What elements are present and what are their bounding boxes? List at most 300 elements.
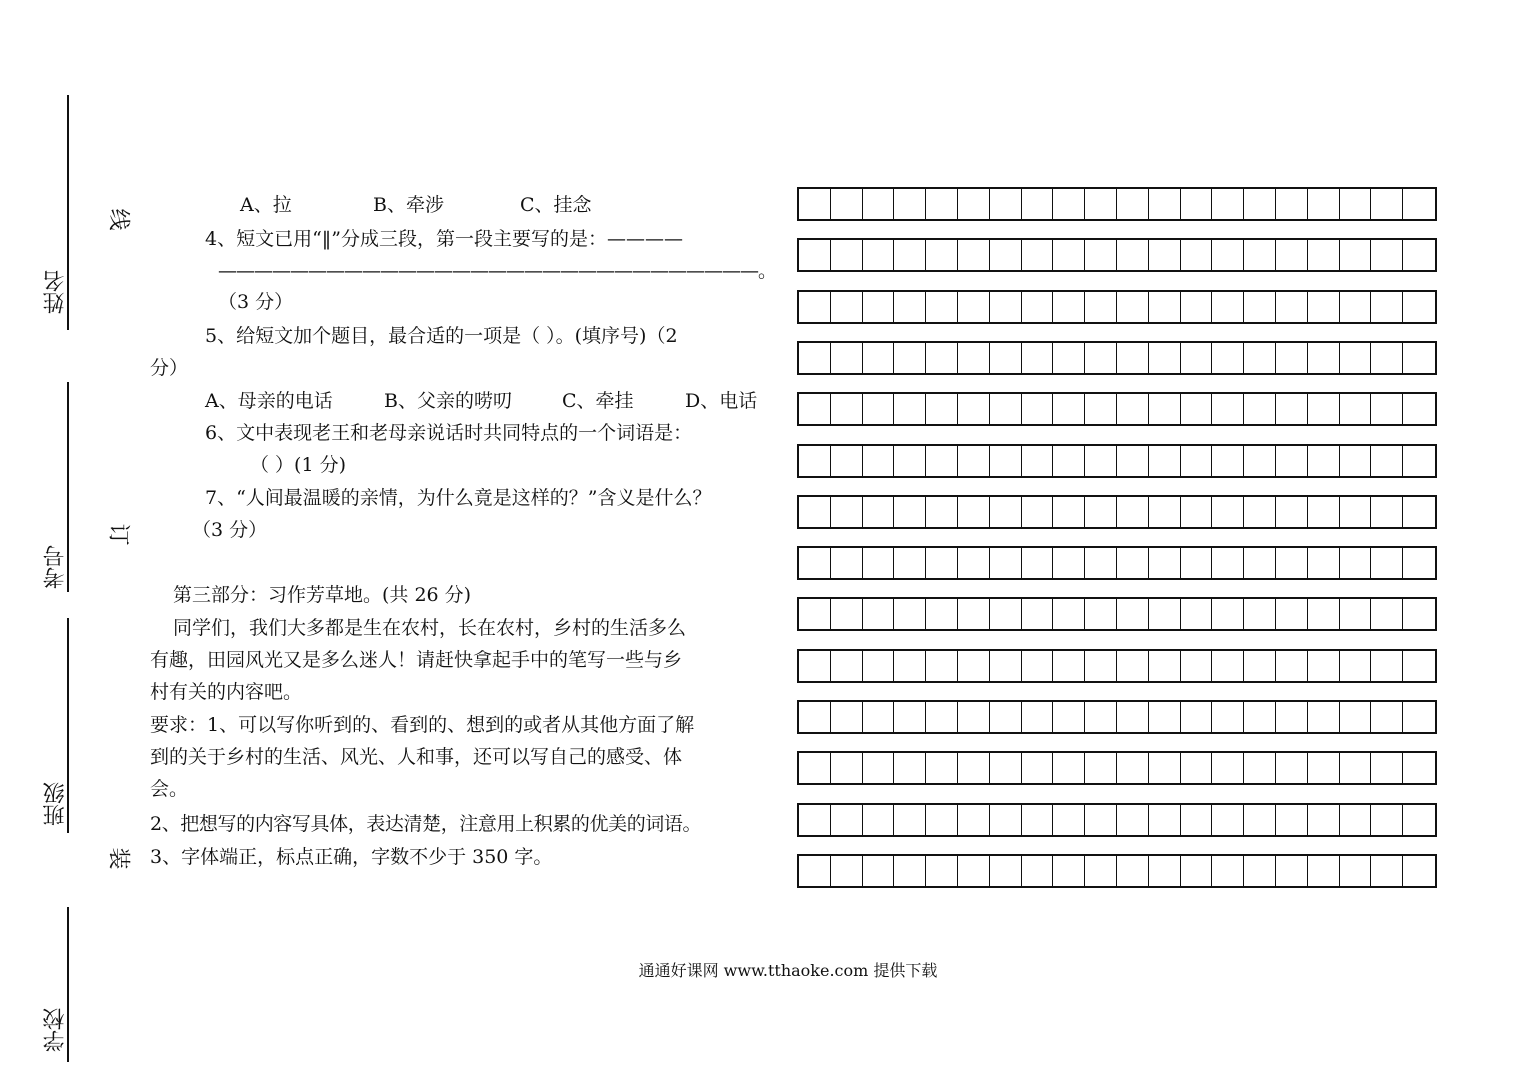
grid-cell — [926, 394, 958, 424]
grid-cell — [1340, 651, 1372, 681]
grid-cell — [863, 446, 895, 476]
grid-cell — [1149, 446, 1181, 476]
grid-cell — [1276, 189, 1308, 219]
grid-cell — [831, 702, 863, 732]
grid-cell — [1371, 343, 1403, 373]
grid-cell — [799, 651, 831, 681]
grid-cell — [1053, 805, 1085, 835]
grid-cell — [958, 292, 990, 322]
grid-cell — [990, 856, 1022, 886]
grid-cell — [1181, 856, 1213, 886]
grid-cell — [894, 856, 926, 886]
grid-cell — [926, 651, 958, 681]
grid-cell — [1403, 805, 1435, 835]
grid-cell — [831, 240, 863, 270]
grid-cell — [894, 651, 926, 681]
grid-cell — [1117, 548, 1149, 578]
grid-cell — [1085, 189, 1117, 219]
grid-cell — [1149, 599, 1181, 629]
grid-cell — [894, 753, 926, 783]
grid-cell — [1085, 805, 1117, 835]
grid-cell — [863, 753, 895, 783]
grid-cell — [1371, 702, 1403, 732]
grid-cell — [990, 240, 1022, 270]
grid-cell — [1053, 343, 1085, 373]
grid-cell — [1022, 805, 1054, 835]
grid-cell — [799, 343, 831, 373]
grid-cell — [894, 702, 926, 732]
school-label: 学校 — [43, 1008, 68, 1052]
grid-cell — [1181, 548, 1213, 578]
grid-cell — [990, 651, 1022, 681]
grid-cell — [958, 446, 990, 476]
grid-cell — [1403, 548, 1435, 578]
q5-line1: 5、给短文加个题目，最合适的一项是（ ）。(填序号)（2 — [205, 325, 678, 347]
grid-cell — [1149, 292, 1181, 322]
grid-cell — [1022, 599, 1054, 629]
q5-option-c: C、牵挂 — [562, 390, 634, 412]
grid-cell — [1181, 497, 1213, 527]
grid-cell — [958, 240, 990, 270]
grid-cell — [1149, 240, 1181, 270]
grid-cell — [1340, 189, 1372, 219]
grid-cell — [990, 497, 1022, 527]
grid-cell — [1181, 189, 1213, 219]
grid-cell — [1308, 189, 1340, 219]
grid-cell — [1212, 394, 1244, 424]
grid-cell — [863, 548, 895, 578]
grid-cell — [863, 805, 895, 835]
grid-cell — [958, 805, 990, 835]
grid-cell — [1244, 394, 1276, 424]
grid-cell — [1371, 651, 1403, 681]
grid-cell — [831, 548, 863, 578]
grid-cell — [1117, 651, 1149, 681]
grid-cell — [1181, 240, 1213, 270]
grid-cell — [1371, 856, 1403, 886]
grid-cell — [1308, 446, 1340, 476]
grid-cell — [1149, 189, 1181, 219]
grid-cell — [1276, 292, 1308, 322]
grid-cell — [1212, 497, 1244, 527]
grid-cell — [894, 394, 926, 424]
grid-cell — [863, 702, 895, 732]
grid-cell — [831, 651, 863, 681]
q4-score: （3 分） — [218, 291, 294, 313]
footer-credit: 通通好课网 www.tthaoke.com 提供下载 — [638, 961, 938, 980]
grid-cell — [958, 343, 990, 373]
grid-cell — [1308, 497, 1340, 527]
grid-cell — [1403, 343, 1435, 373]
grid-cell — [990, 189, 1022, 219]
grid-cell — [1117, 240, 1149, 270]
grid-cell — [1403, 702, 1435, 732]
grid-cell — [1022, 753, 1054, 783]
q4-line1: 4、短文已用“‖”分成三段，第一段主要写的是：———— — [205, 228, 684, 250]
grid-cell — [1181, 343, 1213, 373]
grid-cell — [863, 497, 895, 527]
grid-cell — [1022, 292, 1054, 322]
grid-cell — [958, 651, 990, 681]
grid-cell — [1181, 702, 1213, 732]
grid-cell — [1244, 189, 1276, 219]
grid-cell — [1181, 292, 1213, 322]
grid-cell — [990, 753, 1022, 783]
grid-cell — [1340, 240, 1372, 270]
grid-cell — [926, 343, 958, 373]
grid-cell — [863, 189, 895, 219]
grid-row — [797, 290, 1437, 324]
grid-row — [797, 700, 1437, 734]
grid-cell — [1117, 446, 1149, 476]
grid-cell — [1403, 292, 1435, 322]
grid-cell — [1244, 753, 1276, 783]
grid-cell — [1181, 394, 1213, 424]
grid-cell — [1276, 548, 1308, 578]
grid-cell — [926, 446, 958, 476]
grid-cell — [799, 753, 831, 783]
grid-cell — [1308, 702, 1340, 732]
grid-cell — [1244, 856, 1276, 886]
grid-cell — [1371, 189, 1403, 219]
grid-cell — [1117, 292, 1149, 322]
grid-cell — [1244, 599, 1276, 629]
grid-cell — [1085, 856, 1117, 886]
grid-cell — [1308, 343, 1340, 373]
grid-cell — [1244, 446, 1276, 476]
grid-cell — [831, 446, 863, 476]
grid-cell — [799, 497, 831, 527]
grid-cell — [1212, 753, 1244, 783]
grid-cell — [1244, 497, 1276, 527]
grid-cell — [799, 856, 831, 886]
grid-cell — [1085, 394, 1117, 424]
grid-cell — [894, 805, 926, 835]
q5-option-a: A、母亲的电话 — [205, 390, 333, 412]
grid-cell — [1181, 599, 1213, 629]
part3-intro-2: 有趣，田园风光又是多么迷人！请赶快拿起手中的笔写一些与乡 — [150, 649, 683, 671]
grid-cell — [1308, 548, 1340, 578]
part3-req-2: 到的关于乡村的生活、风光、人和事，还可以写自己的感受、体 — [150, 746, 683, 768]
grid-cell — [1276, 702, 1308, 732]
grid-cell — [799, 240, 831, 270]
grid-cell — [1149, 497, 1181, 527]
grid-cell — [1212, 651, 1244, 681]
grid-cell — [1212, 292, 1244, 322]
grid-cell — [894, 189, 926, 219]
grid-cell — [1244, 240, 1276, 270]
grid-cell — [1053, 497, 1085, 527]
grid-cell — [1244, 702, 1276, 732]
grid-cell — [1340, 446, 1372, 476]
grid-cell — [1308, 805, 1340, 835]
grid-cell — [990, 548, 1022, 578]
grid-cell — [1117, 805, 1149, 835]
grid-cell — [926, 702, 958, 732]
grid-cell — [1181, 651, 1213, 681]
grid-cell — [958, 702, 990, 732]
grid-row — [797, 751, 1437, 785]
grid-cell — [990, 599, 1022, 629]
grid-cell — [1117, 189, 1149, 219]
grid-cell — [1308, 292, 1340, 322]
grid-cell — [1022, 856, 1054, 886]
grid-cell — [1244, 651, 1276, 681]
grid-cell — [1340, 548, 1372, 578]
grid-cell — [1403, 446, 1435, 476]
grid-row — [797, 238, 1437, 272]
grid-cell — [926, 189, 958, 219]
grid-cell — [1117, 753, 1149, 783]
grid-cell — [863, 856, 895, 886]
grid-cell — [1022, 240, 1054, 270]
grid-cell — [1022, 651, 1054, 681]
grid-cell — [1053, 651, 1085, 681]
grid-cell — [1085, 651, 1117, 681]
grid-cell — [1276, 446, 1308, 476]
grid-cell — [1276, 343, 1308, 373]
part3-req-3: 会。 — [150, 778, 189, 800]
grid-cell — [1212, 599, 1244, 629]
grid-cell — [1276, 394, 1308, 424]
grid-cell — [799, 394, 831, 424]
grid-cell — [863, 343, 895, 373]
grid-cell — [990, 446, 1022, 476]
q6-line2: （ ）(1 分) — [250, 454, 346, 476]
grid-row — [797, 597, 1437, 631]
grid-cell — [1371, 805, 1403, 835]
q7-score: （3 分） — [192, 519, 268, 541]
part3-intro-1: 同学们，我们大多都是生在农村，长在农村，乡村的生活多么 — [173, 617, 687, 639]
number-label: 考号 — [43, 545, 68, 589]
grid-cell — [1403, 651, 1435, 681]
q3-option-a: A、拉 — [240, 194, 292, 216]
grid-cell — [1117, 599, 1149, 629]
grid-cell — [926, 240, 958, 270]
grid-cell — [1149, 753, 1181, 783]
grid-cell — [1212, 343, 1244, 373]
grid-cell — [799, 702, 831, 732]
grid-cell — [1022, 446, 1054, 476]
grid-cell — [1371, 292, 1403, 322]
grid-cell — [1022, 548, 1054, 578]
q3-option-b: B、牵涉 — [373, 194, 444, 216]
grid-cell — [1149, 394, 1181, 424]
q4-answer-line: ——————————————————————————————。 — [218, 260, 777, 282]
grid-cell — [1212, 446, 1244, 476]
grid-cell — [1276, 497, 1308, 527]
grid-cell — [958, 394, 990, 424]
grid-cell — [1149, 651, 1181, 681]
grid-cell — [1371, 497, 1403, 527]
grid-row — [797, 341, 1437, 375]
grid-cell — [990, 805, 1022, 835]
grid-cell — [831, 805, 863, 835]
grid-cell — [1149, 805, 1181, 835]
grid-cell — [1308, 394, 1340, 424]
grid-cell — [1244, 343, 1276, 373]
part3-req-5: 3、字体端正，标点正确，字数不少于 350 字。 — [150, 846, 553, 868]
grid-row — [797, 187, 1437, 221]
grid-cell — [894, 599, 926, 629]
grid-cell — [831, 394, 863, 424]
q5-option-d: D、电话 — [685, 390, 758, 412]
grid-cell — [1212, 805, 1244, 835]
q3-option-c: C、挂念 — [520, 194, 592, 216]
grid-cell — [1149, 856, 1181, 886]
grid-cell — [1212, 856, 1244, 886]
grid-cell — [958, 189, 990, 219]
grid-cell — [1308, 753, 1340, 783]
grid-cell — [958, 599, 990, 629]
grid-cell — [1181, 753, 1213, 783]
grid-cell — [1117, 394, 1149, 424]
grid-cell — [958, 856, 990, 886]
grid-cell — [1276, 805, 1308, 835]
q5-option-b: B、父亲的唠叨 — [384, 390, 512, 412]
grid-cell — [926, 805, 958, 835]
grid-cell — [1340, 292, 1372, 322]
grid-cell — [1244, 805, 1276, 835]
grid-cell — [894, 497, 926, 527]
grid-cell — [1371, 548, 1403, 578]
grid-cell — [894, 240, 926, 270]
grid-cell — [1276, 651, 1308, 681]
grid-cell — [1244, 548, 1276, 578]
grid-cell — [1085, 446, 1117, 476]
grid-cell — [799, 189, 831, 219]
grid-cell — [1117, 343, 1149, 373]
grid-cell — [1117, 856, 1149, 886]
grid-cell — [1053, 189, 1085, 219]
grid-cell — [1308, 240, 1340, 270]
grid-cell — [1022, 343, 1054, 373]
grid-cell — [926, 856, 958, 886]
grid-cell — [863, 599, 895, 629]
grid-cell — [1308, 651, 1340, 681]
grid-cell — [1053, 856, 1085, 886]
grid-cell — [1371, 446, 1403, 476]
grid-cell — [1022, 702, 1054, 732]
grid-cell — [1340, 343, 1372, 373]
grid-cell — [1276, 753, 1308, 783]
grid-row — [797, 392, 1437, 426]
grid-cell — [1053, 599, 1085, 629]
grid-cell — [831, 189, 863, 219]
grid-row — [797, 803, 1437, 837]
grid-cell — [1053, 548, 1085, 578]
grid-cell — [799, 599, 831, 629]
grid-cell — [1085, 497, 1117, 527]
grid-cell — [1276, 599, 1308, 629]
grid-cell — [1085, 240, 1117, 270]
grid-cell — [1149, 343, 1181, 373]
grid-cell — [1117, 497, 1149, 527]
grid-cell — [831, 856, 863, 886]
grid-cell — [926, 497, 958, 527]
grid-cell — [1085, 753, 1117, 783]
grid-cell — [1085, 548, 1117, 578]
grid-cell — [1340, 753, 1372, 783]
grid-cell — [1308, 856, 1340, 886]
grid-cell — [894, 343, 926, 373]
grid-cell — [1308, 599, 1340, 629]
part3-heading: 第三部分：习作芳草地。(共 26 分) — [173, 584, 472, 606]
part3-req-1: 要求：1、可以写你听到的、看到的、想到的或者从其他方面了解 — [150, 714, 695, 736]
grid-cell — [958, 497, 990, 527]
grid-cell — [990, 292, 1022, 322]
grid-cell — [1403, 189, 1435, 219]
grid-cell — [990, 343, 1022, 373]
grid-row — [797, 649, 1437, 683]
q7-line1: 7、“人间最温暖的亲情，为什么竟是这样的？”含义是什么？ — [205, 487, 712, 509]
grid-cell — [958, 548, 990, 578]
grid-cell — [894, 548, 926, 578]
grid-cell — [799, 292, 831, 322]
grid-cell — [1053, 702, 1085, 732]
part3-req-4: 2、把想写的内容写具体，表达清楚，注意用上积累的优美的词语。 — [150, 813, 702, 835]
grid-cell — [1244, 292, 1276, 322]
grid-cell — [863, 394, 895, 424]
grid-row — [797, 444, 1437, 478]
grid-cell — [1403, 240, 1435, 270]
grid-cell — [1212, 548, 1244, 578]
grid-cell — [831, 292, 863, 322]
grid-cell — [1149, 548, 1181, 578]
grid-cell — [894, 446, 926, 476]
grid-cell — [799, 548, 831, 578]
grid-cell — [1371, 599, 1403, 629]
grid-cell — [1212, 702, 1244, 732]
grid-cell — [1149, 702, 1181, 732]
grid-cell — [1403, 753, 1435, 783]
grid-cell — [1371, 240, 1403, 270]
grid-cell — [1371, 394, 1403, 424]
grid-cell — [1085, 599, 1117, 629]
grid-cell — [926, 753, 958, 783]
grid-cell — [1053, 446, 1085, 476]
grid-cell — [926, 292, 958, 322]
grid-cell — [1085, 343, 1117, 373]
grid-cell — [1371, 753, 1403, 783]
grid-cell — [1340, 599, 1372, 629]
grid-cell — [799, 805, 831, 835]
grid-cell — [831, 343, 863, 373]
grid-cell — [1085, 292, 1117, 322]
grid-cell — [1340, 702, 1372, 732]
grid-cell — [831, 599, 863, 629]
grid-cell — [1181, 805, 1213, 835]
binding-mark-install: 装 — [109, 844, 131, 869]
grid-cell — [990, 394, 1022, 424]
grid-cell — [1212, 240, 1244, 270]
class-label: 班级 — [43, 782, 68, 826]
grid-cell — [863, 292, 895, 322]
grid-row — [797, 546, 1437, 580]
grid-cell — [990, 702, 1022, 732]
grid-cell — [1053, 292, 1085, 322]
grid-cell — [958, 753, 990, 783]
grid-cell — [926, 599, 958, 629]
grid-cell — [1053, 240, 1085, 270]
binding-mark-line: 线 — [109, 205, 131, 230]
grid-cell — [1053, 394, 1085, 424]
grid-cell — [894, 292, 926, 322]
grid-cell — [1403, 394, 1435, 424]
grid-row — [797, 854, 1437, 888]
grid-cell — [926, 548, 958, 578]
grid-cell — [1403, 856, 1435, 886]
